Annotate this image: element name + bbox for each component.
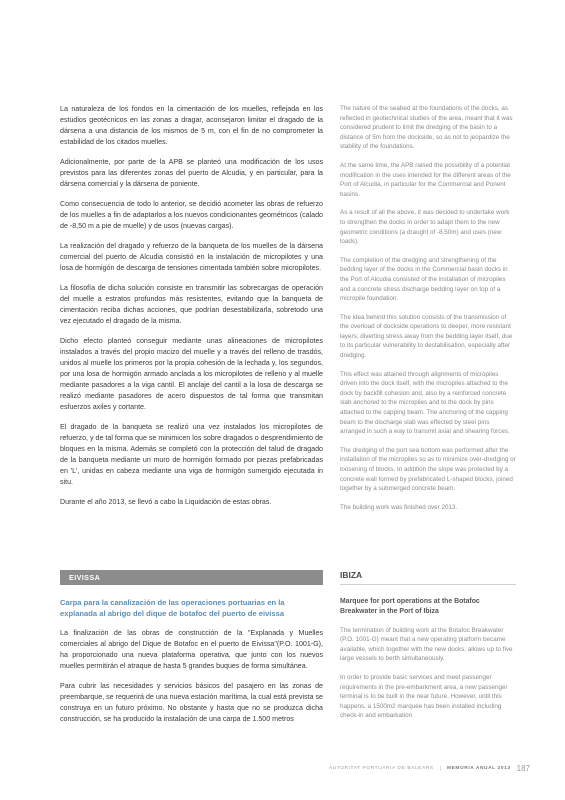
en-paragraph-3: As a result of all the above, it was decided to undertake work to strengthen the docks in order to adapt them to the new geometric conditions (a draught of -8.50m) and uses (new loads). — [340, 209, 510, 246]
spanish-column — [60, 104, 323, 517]
en-paragraph-4: The completion of the dredging and strengthening of the bedding layer of the docks in the Commercial basin docks in the Port of Alcudia consisted of the installation of micropiles and a concrete stress discharge bedding layer on top of a micropile foundation. — [340, 256, 508, 303]
es-paragraph-7: El dragado de la banqueta se realizó una vez instalados los micropilotes de refuerzo, y de tal forma que se minimicen los sobre dragados o desprendimiento de bloques en la misma. Además se completó con la protección del talud de dragado de la banqueta mediante un muro de hormigón formado por piezas prefabricadas en 'L', unidas en cabeza mediante una viga de hormigón sumergido ejecutada in situ. — [60, 423, 323, 486]
eivissa-section — [60, 570, 323, 734]
en-section-subtitle: Marquee for port operations at the Botafoc Breakwater in the Port of Ibiza — [340, 598, 480, 615]
en-section-paragraph-1: The termination of building work at the Botafoc Breakwater (P.O. 1001-G) meant that a new operating platform became available, which together with the new docks, allows up to five large vessels to berth simultaneously. — [340, 626, 513, 663]
page-footer — [329, 764, 530, 773]
en-section-paragraph-2: In order to provide basic services and meet passenger requirements in the pre-embarkment area, a new passenger terminal is to be built in the near future. However, until this happens, a 1500m2 marquee has been installed including check-in and embarkation — [340, 673, 508, 720]
footer-divider: | — [439, 765, 441, 772]
en-paragraph-2: At the same time, the APB raised the possibility of a potential modification in the uses intended for the different areas of the Port of Alcudia, in particular for the Commercial and Ponent basins. — [340, 161, 511, 198]
es-paragraph-8: Durante el año 2013, se llevó a cabo la Liquidación de estas obras. — [60, 498, 272, 506]
footer-report: MEMORIA ANUAL 2013 — [446, 766, 511, 771]
section-title-bar: EIVISSA — [60, 570, 323, 585]
es-paragraph-4: La realización del dragado y refuerzo de la banqueta de los muelles de la dársena comercial del puerto de Alcudia consistió en la instalación de micropilotes y una losa de hormigón de descarga de tensiones cimentada también sobre micropilotes. — [60, 242, 323, 272]
es-paragraph-3: Como consecuencia de todo lo anterior, se decidió acometer las obras de refuerzo de los muelles a fin de adaptarlos a los nuevos condicionantes geométricos (calado de -8,50 m a pie de muelle) y de usos (nuevas cargas). — [60, 200, 323, 230]
es-section-paragraph-2: Para cubrir las necesidades y servicios básicos del pasajero en las zonas de preembarque, se requerirá de una nueva estación marítima, la cual está prevista se construya en un futuro próximo. No obstante y hasta que no se produzca dicha construcción, se ha producido la instalación de una carpa de 1.500 metros — [60, 682, 324, 723]
es-section-paragraph-1: La finalización de las obras de construcción de la "Explanada y Muelles comerciales al abrigo del Dique de Botafoc en el puerto de Eivissa"(P.O. 1001-G), ha proporcionado una nueva plataforma operativa, que junto con los nuevos muelles permitirán el atraque de hasta 5 grandes buques de forma simultánea. — [60, 629, 323, 670]
page-number: 187 — [516, 764, 530, 773]
es-paragraph-1: La naturaleza de los fondos en la cimentación de los muelles, reflejada en los estudios geotécnicos en las zonas a dragar, aconsejaron limitar el dragado de la dársena a una distancia de los mismos de 5 m, con el fin de no comprometer la estabilidad de los citados muelles. — [60, 105, 323, 146]
es-paragraph-6: Dicho efecto planteó conseguir mediante unas alineaciones de micropilotes instalados a través del propio macizo del muelle y a través del relleno de trasdós, unidos al muelle los primeros por la propia cohesión de la lechada y, los segundos, por una losa de hormigón armado anclada a los micropilotes de relleno y al muelle mediante pasadores a la viga cantil. El anclaje del cantil a la losa de descarga se realizó mediante pasadores de acero dispuestos de tal forma que transmitan esfuerzos axiles y cortante. — [60, 337, 323, 411]
english-column — [340, 104, 516, 521]
en-paragraph-5: The idea behind this solution consists of the transmission of the overload of dockside operations to deeper, more resistant layers, diverting stress away from the bedding layer itself, due to its particular vulnerability to destabilisation, especially after dredging. — [340, 313, 513, 360]
es-section-subtitle: Carpa para la canalización de las operaciones portuarias en la explanada al abrigo del dique de botafoc del puerto de eivissa — [60, 598, 285, 618]
footer-org: AUTORITAT PORTUÀRIA DE BALEARS — [328, 766, 434, 771]
en-paragraph-6: This effect was attained through alignments of micropiles driven into the dock itself, with the micropiles attached to the dock by backfill cohesion and, also by a reinforced concrete slab anchored to the micropiles and to the dock by pins attached to the capping beam. The anchoring of the capping beam to the discharge slab was effected by steel pins arranged in such a way to transmit axial and shearing forces. — [340, 370, 510, 436]
es-paragraph-2: Adicionalmente, por parte de la APB se planteó una modificación de los usos previstos para las diferentes zonas del puerto de Alcudia, y en particular, para la dársena comercial y la dársena de poniente. — [60, 158, 323, 188]
es-paragraph-5: La filosofía de dicha solución consiste en transmitir las sobrecargas de operación del muelle a estratos profundos más resistentes, evitando que la banqueta de cimentación reciba dichas acciones, que podrían desestabilizarla, sobretodo una vez ejecutado el dragado de la misma. — [60, 284, 323, 325]
en-section-title: IBIZA — [340, 570, 516, 585]
en-paragraph-1: The nature of the seabed at the foundations of the docks, as reflected in geotechnical studies of the area, meant that it was considered prudent to limit the dredging of the basin to a distance of 5m from the dockside, so as not to jeopardize the stability of the foundations. — [340, 105, 513, 151]
en-paragraph-7: The dredging of the port sea bottom was performed after the installation of the micropiles so as to minimize over-dredging or loosening of blocks. In addition the slope was protected by a concrete wall formed by prefabricated L-shaped blocks, joined together by a submerged concrete beam. — [340, 446, 516, 493]
en-paragraph-8: The building work was finished over 2013. — [340, 503, 458, 511]
ibiza-section — [340, 570, 516, 730]
